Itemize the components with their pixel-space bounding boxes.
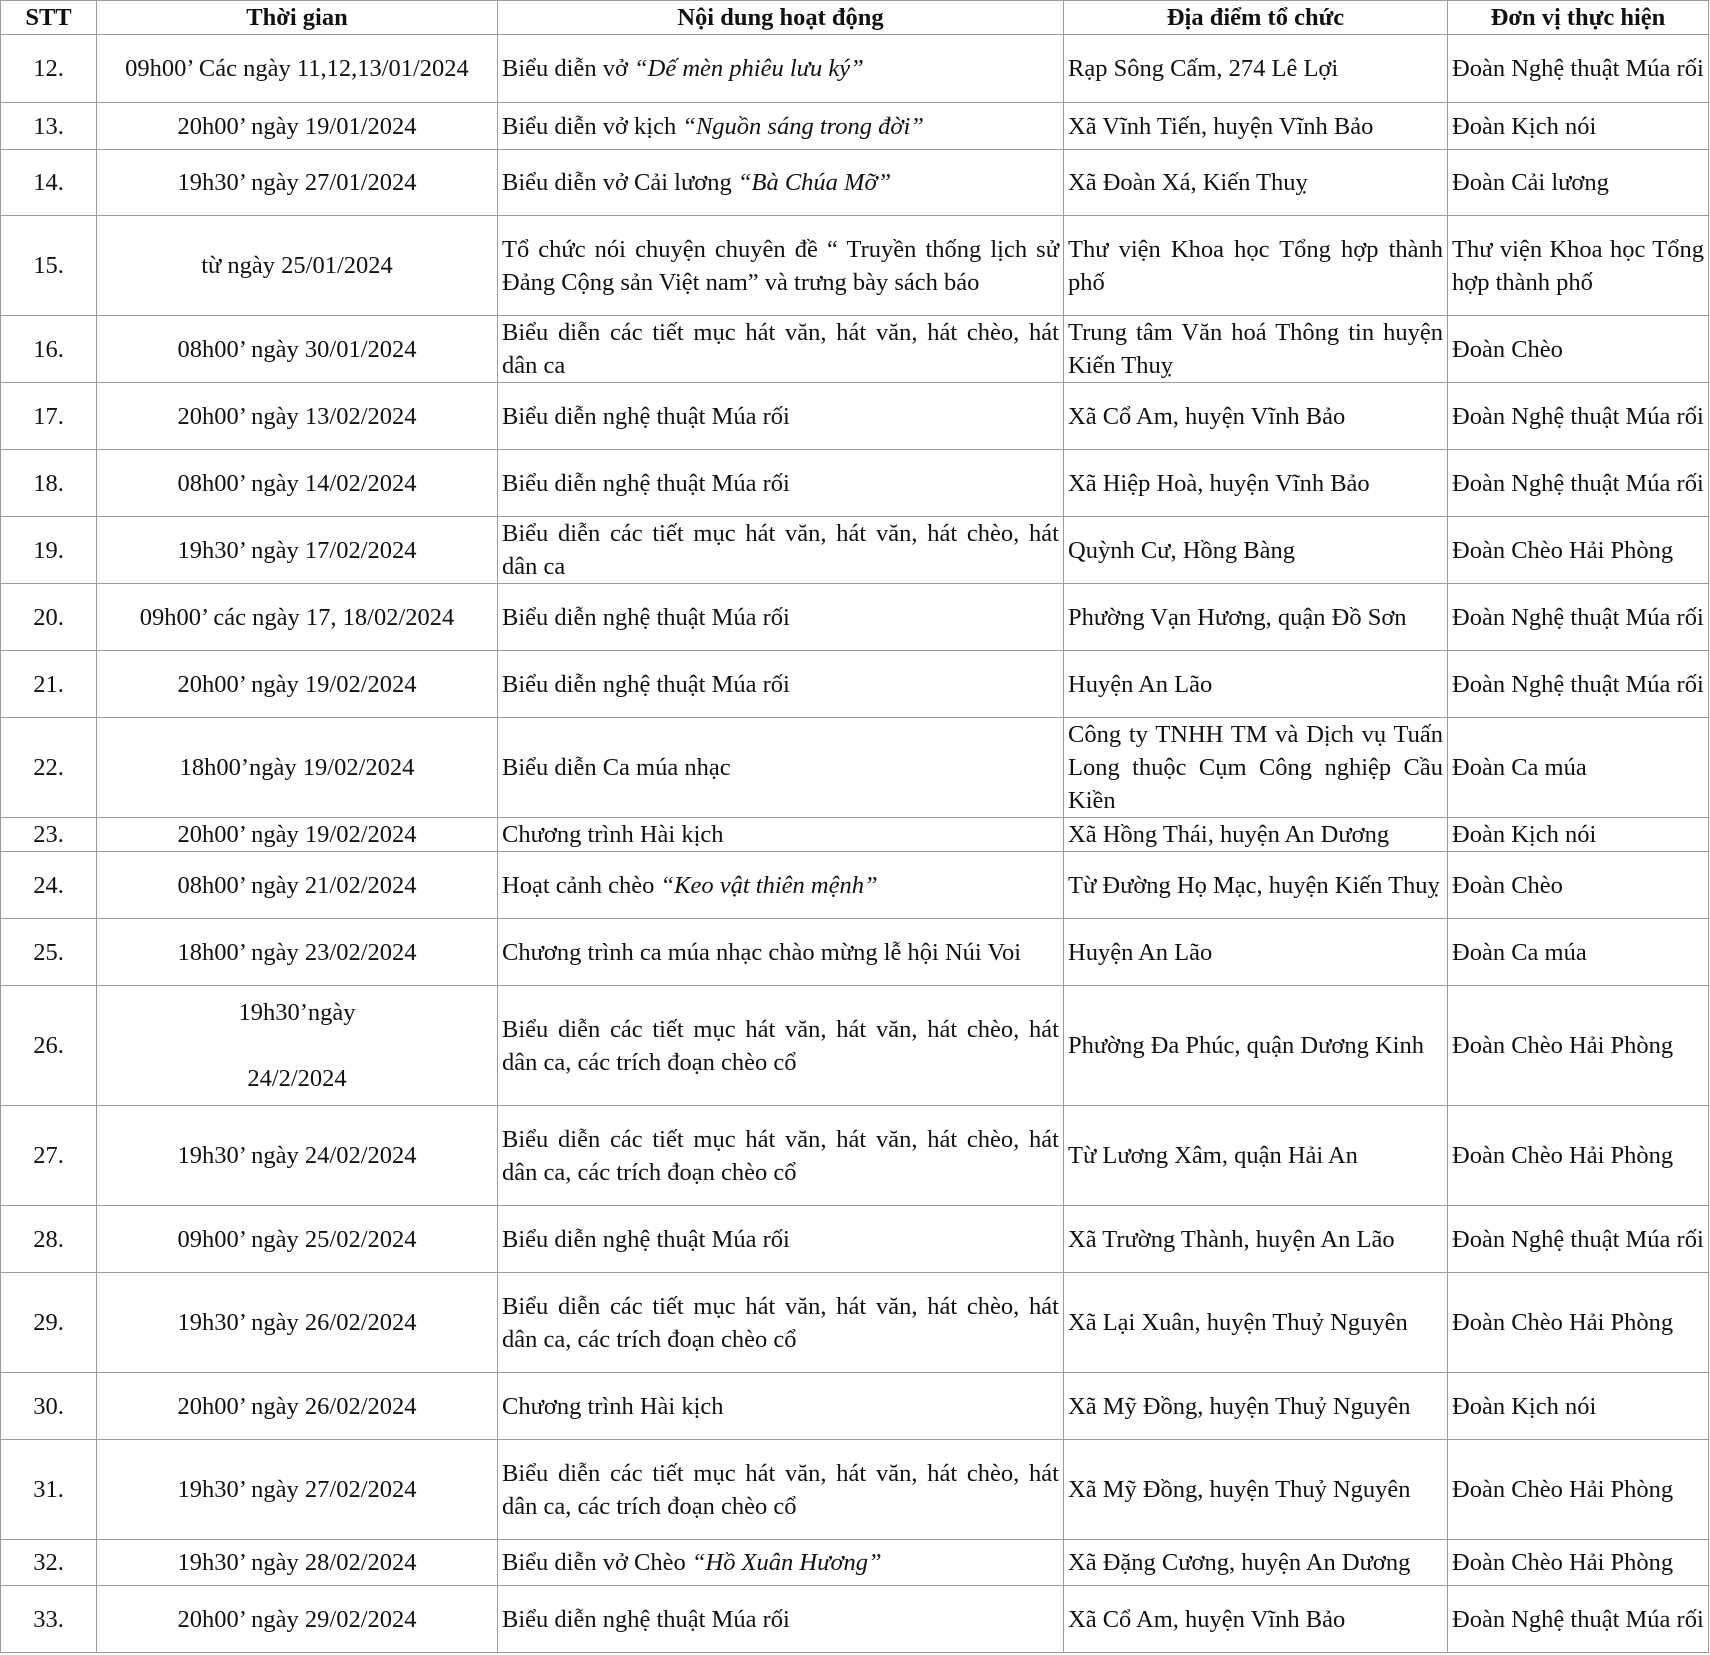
unit-text: Đoàn Nghệ thuật Múa rối — [1452, 1605, 1704, 1633]
unit-text: Đoàn Chèo Hải Phòng — [1452, 1549, 1674, 1576]
location-text: Xã Đoàn Xá, Kiến Thuỵ — [1068, 169, 1308, 196]
cell-activity — [498, 584, 1064, 651]
cell-location — [1064, 1586, 1448, 1653]
cell-unit — [1448, 1273, 1709, 1373]
cell-location — [1064, 450, 1448, 517]
cell-stt — [1, 517, 97, 584]
cell-unit — [1448, 1106, 1709, 1206]
unit-text: Đoàn Kịch nói — [1452, 821, 1597, 848]
cell-activity — [498, 1206, 1064, 1273]
table-row — [1, 103, 1709, 150]
stt-text: 19. — [33, 536, 64, 564]
cell-unit — [1448, 1206, 1709, 1273]
cell-time — [97, 1106, 498, 1206]
cell-unit — [1448, 1540, 1709, 1586]
cell-unit — [1448, 852, 1709, 919]
table-row — [1, 1273, 1709, 1373]
time-text: 19h30’ ngày 26/02/2024 — [177, 1309, 417, 1336]
cell-unit — [1448, 383, 1709, 450]
location-text: Xã Mỹ Đồng, huyện Thuỷ Nguyên — [1068, 1476, 1411, 1503]
cell-stt — [1, 216, 97, 316]
cell-stt — [1, 1540, 97, 1586]
cell-time — [97, 216, 498, 316]
cell-location — [1064, 852, 1448, 919]
cell-stt — [1, 383, 97, 450]
location-text: Huyện An Lão — [1068, 938, 1213, 966]
unit-text: Đoàn Ca múa — [1452, 754, 1587, 781]
cell-location — [1064, 216, 1448, 316]
time-text: 08h00’ ngày 30/01/2024 — [177, 335, 417, 363]
cell-time — [97, 1586, 498, 1653]
cell-stt — [1, 1106, 97, 1206]
cell-time — [97, 450, 498, 517]
unit-text: Đoàn Nghệ thuật Múa rối — [1452, 469, 1704, 497]
cell-activity — [498, 103, 1064, 150]
cell-time — [97, 1373, 498, 1440]
time-text: 19h30’ ngày 24/02/2024 — [177, 1142, 417, 1169]
cell-unit — [1448, 919, 1709, 986]
cell-unit — [1448, 651, 1709, 718]
time-text: 08h00’ ngày 21/02/2024 — [177, 871, 417, 899]
table-row — [1, 316, 1709, 383]
unit-text: Đoàn Kịch nói — [1452, 112, 1597, 140]
cell-unit — [1448, 517, 1709, 584]
activity-text: Biểu diễn nghệ thuật Múa rối — [502, 670, 790, 698]
header-unit: Đơn vị thực hiện — [1448, 1, 1709, 35]
activity-text: Chương trình ca múa nhạc chào mừng lễ hội Núi Voi — [502, 938, 1021, 966]
cell-time — [97, 150, 498, 216]
location-text: Trung tâm Văn hoá Thông tin huyện Kiến Thuỵ — [1068, 319, 1443, 379]
activity-text: Tổ chức nói chuyện chuyên đề “ Truyền thống lịch sử Đảng Cộng sản Việt nam” và trưng bày sách báo — [502, 235, 1059, 296]
unit-text: Đoàn Chèo Hải Phòng — [1452, 1476, 1674, 1503]
cell-stt — [1, 1586, 97, 1653]
cell-location — [1064, 1106, 1448, 1206]
time-text: 09h00’ các ngày 17, 18/02/2024 — [139, 603, 455, 631]
cell-time — [97, 1540, 498, 1586]
unit-text: Đoàn Chèo Hải Phòng — [1452, 1309, 1674, 1336]
cell-activity — [498, 852, 1064, 919]
time-text: 19h30’ngày 24/2/2024 — [238, 999, 356, 1092]
location-text: Thư viện Khoa học Tổng hợp thành phố — [1068, 235, 1443, 296]
cell-time — [97, 584, 498, 651]
cell-location — [1064, 718, 1448, 818]
table-row — [1, 718, 1709, 818]
activity-text: Biểu diễn các tiết mục hát văn, hát văn, hát chèo, hát dân ca, các trích đoạn chèo cổ — [502, 1459, 1059, 1520]
location-text: Xã Vĩnh Tiến, huyện Vĩnh Bảo — [1068, 112, 1374, 140]
header-time: Thời gian — [97, 1, 498, 35]
activity-title: “Bà Chúa Mỡ” — [737, 169, 892, 196]
cell-unit — [1448, 584, 1709, 651]
stt-text: 25. — [33, 938, 64, 966]
unit-text: Đoàn Cải lương — [1452, 169, 1609, 196]
activity-text: Biểu diễn nghệ thuật Múa rối — [502, 469, 790, 497]
cell-time — [97, 919, 498, 986]
cell-stt — [1, 450, 97, 517]
cell-activity — [498, 316, 1064, 383]
table-row — [1, 383, 1709, 450]
location-text: Quỳnh Cư, Hồng Bàng — [1068, 536, 1295, 564]
time-text: 20h00’ ngày 19/02/2024 — [177, 821, 417, 848]
table-row — [1, 852, 1709, 919]
cell-stt — [1, 150, 97, 216]
time-text: từ ngày 25/01/2024 — [201, 252, 393, 279]
unit-text: Đoàn Nghệ thuật Múa rối — [1452, 402, 1704, 430]
cell-stt — [1, 718, 97, 818]
cell-activity — [498, 718, 1064, 818]
activity-text: Biểu diễn nghệ thuật Múa rối — [502, 1225, 790, 1253]
header-activity: Nội dung hoạt động — [498, 1, 1064, 35]
cell-unit — [1448, 1586, 1709, 1653]
cell-activity — [498, 919, 1064, 986]
activity-text: Biểu diễn các tiết mục hát văn, hát văn, hát chèo, hát dân ca, các trích đoạn chèo cổ — [502, 1015, 1059, 1076]
header-row — [1, 1, 1709, 35]
cell-time — [97, 1440, 498, 1540]
cell-location — [1064, 651, 1448, 718]
cell-activity — [498, 1273, 1064, 1373]
time-text: 09h00’ Các ngày 11,12,13/01/2024 — [125, 55, 469, 82]
cell-unit — [1448, 316, 1709, 383]
stt-text: 24. — [33, 871, 64, 899]
table-row — [1, 1106, 1709, 1206]
table-row — [1, 818, 1709, 852]
cell-activity — [498, 818, 1064, 852]
stt-text: 29. — [33, 1309, 64, 1336]
header-location: Địa điểm tổ chức — [1064, 1, 1448, 35]
cell-activity — [498, 517, 1064, 584]
cell-activity — [498, 150, 1064, 216]
activity-text: Biểu diễn vở — [502, 55, 635, 82]
cell-stt — [1, 986, 97, 1106]
activity-title: “Keo vật thiên mệnh” — [660, 871, 878, 899]
unit-text: Đoàn Nghệ thuật Múa rối — [1452, 670, 1704, 698]
unit-text: Đoàn Nghệ thuật Múa rối — [1452, 1225, 1704, 1253]
cell-location — [1064, 1440, 1448, 1540]
location-text: Xã Cổ Am, huyện Vĩnh Bảo — [1068, 1605, 1346, 1633]
stt-text: 26. — [33, 1032, 64, 1059]
cell-location — [1064, 584, 1448, 651]
cell-activity — [498, 1373, 1064, 1440]
location-text: Xã Đặng Cương, huyện An Dương — [1068, 1549, 1411, 1576]
cell-time — [97, 718, 498, 818]
activity-text: Biểu diễn các tiết mục hát văn, hát văn, hát chèo, hát dân ca, các trích đoạn chèo cổ — [502, 1292, 1059, 1353]
cell-unit — [1448, 216, 1709, 316]
cell-location — [1064, 919, 1448, 986]
cell-location — [1064, 150, 1448, 216]
header-stt: STT — [1, 1, 97, 35]
table-row — [1, 1586, 1709, 1653]
time-text: 19h30’ ngày 28/02/2024 — [177, 1549, 417, 1576]
cell-activity — [498, 986, 1064, 1106]
stt-text: 31. — [33, 1476, 64, 1503]
time-text: 20h00’ ngày 26/02/2024 — [177, 1392, 417, 1420]
cell-time — [97, 103, 498, 150]
stt-text: 16. — [33, 335, 64, 363]
unit-text: Đoàn Chèo Hải Phòng — [1452, 1032, 1674, 1059]
cell-unit — [1448, 818, 1709, 852]
cell-stt — [1, 584, 97, 651]
table-row — [1, 1206, 1709, 1273]
activity-text: Biểu diễn vở Cải lương — [502, 169, 738, 196]
stt-text: 33. — [33, 1605, 64, 1633]
time-text: 20h00’ ngày 19/02/2024 — [177, 670, 417, 698]
cell-time — [97, 818, 498, 852]
cell-unit — [1448, 150, 1709, 216]
activity-text: Biểu diễn các tiết mục hát văn, hát văn, hát chèo, hát dân ca, các trích đoạn chèo cổ — [502, 1125, 1059, 1186]
stt-text: 23. — [33, 821, 64, 848]
location-text: Xã Hồng Thái, huyện An Dương — [1068, 821, 1390, 848]
cell-time — [97, 517, 498, 584]
activity-text: Biểu diễn nghệ thuật Múa rối — [502, 402, 790, 430]
stt-text: 22. — [33, 754, 64, 781]
cell-stt — [1, 1373, 97, 1440]
location-text: Xã Trường Thành, huyện An Lão — [1068, 1225, 1395, 1253]
location-text: Từ Đường Họ Mạc, huyện Kiến Thuỵ — [1068, 871, 1440, 899]
location-text: Huyện An Lão — [1068, 670, 1213, 698]
time-text: 20h00’ ngày 19/01/2024 — [177, 112, 417, 140]
cell-stt — [1, 651, 97, 718]
location-text: Công ty TNHH TM và Dịch vụ Tuấn Long thuộc Cụm Công nghiệp Cầu Kiền — [1068, 721, 1443, 814]
stt-text: 30. — [33, 1392, 64, 1420]
cell-stt — [1, 919, 97, 986]
cell-stt — [1, 852, 97, 919]
cell-unit — [1448, 35, 1709, 103]
unit-text: Đoàn Ca múa — [1452, 938, 1587, 966]
stt-text: 27. — [33, 1142, 64, 1169]
cell-location — [1064, 1540, 1448, 1586]
location-text: Rạp Sông Cấm, 274 Lê Lợi — [1068, 55, 1339, 82]
location-text: Từ Lương Xâm, quận Hải An — [1068, 1142, 1358, 1169]
activity-text: Biểu diễn nghệ thuật Múa rối — [502, 1605, 790, 1633]
unit-text: Đoàn Nghệ thuật Múa rối — [1452, 603, 1704, 631]
location-text: Xã Mỹ Đồng, huyện Thuỷ Nguyên — [1068, 1392, 1411, 1420]
unit-text: Thư viện Khoa học Tổng hợp thành phố — [1452, 235, 1704, 296]
cell-activity — [498, 1540, 1064, 1586]
stt-text: 13. — [33, 112, 64, 140]
location-text: Phường Vạn Hương, quận Đồ Sơn — [1068, 603, 1407, 631]
table-row — [1, 1440, 1709, 1540]
table-row — [1, 150, 1709, 216]
table-row — [1, 35, 1709, 103]
location-text: Xã Lại Xuân, huyện Thuỷ Nguyên — [1068, 1309, 1408, 1336]
cell-activity — [498, 651, 1064, 718]
table-row — [1, 517, 1709, 584]
time-text: 18h00’ngày 19/02/2024 — [179, 754, 415, 781]
table-row — [1, 1373, 1709, 1440]
activity-text: Chương trình Hài kịch — [502, 821, 724, 848]
cell-location — [1064, 1273, 1448, 1373]
stt-text: 14. — [33, 169, 64, 196]
cell-activity — [498, 35, 1064, 103]
cell-stt — [1, 818, 97, 852]
cell-location — [1064, 818, 1448, 852]
time-text: 09h00’ ngày 25/02/2024 — [177, 1225, 417, 1253]
activity-text: Biểu diễn vở Chèo — [502, 1549, 692, 1576]
stt-text: 17. — [33, 402, 64, 430]
unit-text: Đoàn Nghệ thuật Múa rối — [1452, 55, 1704, 82]
activity-text: Biểu diễn các tiết mục hát văn, hát văn, hát chèo, hát dân ca — [502, 319, 1059, 379]
cell-activity — [498, 1440, 1064, 1540]
table-row — [1, 1540, 1709, 1586]
cell-unit — [1448, 718, 1709, 818]
activity-text: Biểu diễn Ca múa nhạc — [502, 754, 731, 781]
activity-text: Biểu diễn nghệ thuật Múa rối — [502, 603, 790, 631]
stt-text: 12. — [33, 55, 64, 82]
cell-location — [1064, 1373, 1448, 1440]
cell-unit — [1448, 450, 1709, 517]
activity-text: Chương trình Hài kịch — [502, 1392, 724, 1420]
unit-text: Đoàn Kịch nói — [1452, 1392, 1597, 1420]
cell-activity — [498, 216, 1064, 316]
cell-activity — [498, 1586, 1064, 1653]
unit-text: Đoàn Chèo — [1452, 335, 1563, 363]
cell-location — [1064, 517, 1448, 584]
time-text: 18h00’ ngày 23/02/2024 — [177, 938, 417, 966]
cell-time — [97, 986, 498, 1106]
unit-text: Đoàn Chèo Hải Phòng — [1452, 1142, 1674, 1169]
time-text: 08h00’ ngày 14/02/2024 — [177, 469, 417, 497]
stt-text: 21. — [33, 670, 64, 698]
cell-stt — [1, 316, 97, 383]
activity-title: “Hồ Xuân Hương” — [691, 1549, 882, 1576]
table-row — [1, 651, 1709, 718]
cell-location — [1064, 986, 1448, 1106]
table-row — [1, 450, 1709, 517]
activity-text: Hoạt cảnh chèo — [502, 871, 661, 899]
unit-text: Đoàn Chèo Hải Phòng — [1452, 536, 1674, 564]
cell-time — [97, 852, 498, 919]
activity-title: “Nguồn sáng trong đời” — [682, 112, 924, 140]
time-text: 19h30’ ngày 27/01/2024 — [177, 169, 417, 196]
activity-title: “Dế mèn phiêu lưu ký” — [634, 55, 864, 82]
cell-unit — [1448, 1373, 1709, 1440]
cell-stt — [1, 35, 97, 103]
cell-activity — [498, 1106, 1064, 1206]
cell-location — [1064, 1206, 1448, 1273]
time-text: 19h30’ ngày 17/02/2024 — [177, 536, 417, 564]
table-row — [1, 584, 1709, 651]
cell-activity — [498, 383, 1064, 450]
stt-text: 15. — [33, 252, 64, 279]
location-text: Phường Đa Phúc, quận Dương Kinh — [1068, 1032, 1424, 1059]
cell-location — [1064, 35, 1448, 103]
time-text: 19h30’ ngày 27/02/2024 — [177, 1476, 417, 1503]
table-row — [1, 986, 1709, 1106]
cell-stt — [1, 1206, 97, 1273]
cell-stt — [1, 1273, 97, 1373]
time-text: 20h00’ ngày 13/02/2024 — [177, 402, 417, 430]
cell-time — [97, 316, 498, 383]
cell-time — [97, 1206, 498, 1273]
activity-text: Biểu diễn các tiết mục hát văn, hát văn, hát chèo, hát dân ca — [502, 520, 1059, 580]
cell-unit — [1448, 103, 1709, 150]
cell-location — [1064, 103, 1448, 150]
cell-activity — [498, 450, 1064, 517]
cell-unit — [1448, 986, 1709, 1106]
cell-time — [97, 1273, 498, 1373]
cell-time — [97, 383, 498, 450]
table-row — [1, 919, 1709, 986]
cell-time — [97, 35, 498, 103]
location-text: Xã Hiệp Hoà, huyện Vĩnh Bảo — [1068, 469, 1370, 497]
stt-text: 32. — [33, 1549, 64, 1576]
cell-stt — [1, 1440, 97, 1540]
cell-time — [97, 651, 498, 718]
stt-text: 18. — [33, 469, 64, 497]
unit-text: Đoàn Chèo — [1452, 871, 1563, 899]
stt-text: 20. — [33, 603, 64, 631]
stt-text: 28. — [33, 1225, 64, 1253]
cell-unit — [1448, 1440, 1709, 1540]
location-text: Xã Cổ Am, huyện Vĩnh Bảo — [1068, 402, 1346, 430]
cell-location — [1064, 316, 1448, 383]
cell-location — [1064, 383, 1448, 450]
table-row — [1, 216, 1709, 316]
cell-stt — [1, 103, 97, 150]
activity-text: Biểu diễn vở kịch — [502, 112, 683, 140]
time-text: 20h00’ ngày 29/02/2024 — [177, 1605, 417, 1633]
